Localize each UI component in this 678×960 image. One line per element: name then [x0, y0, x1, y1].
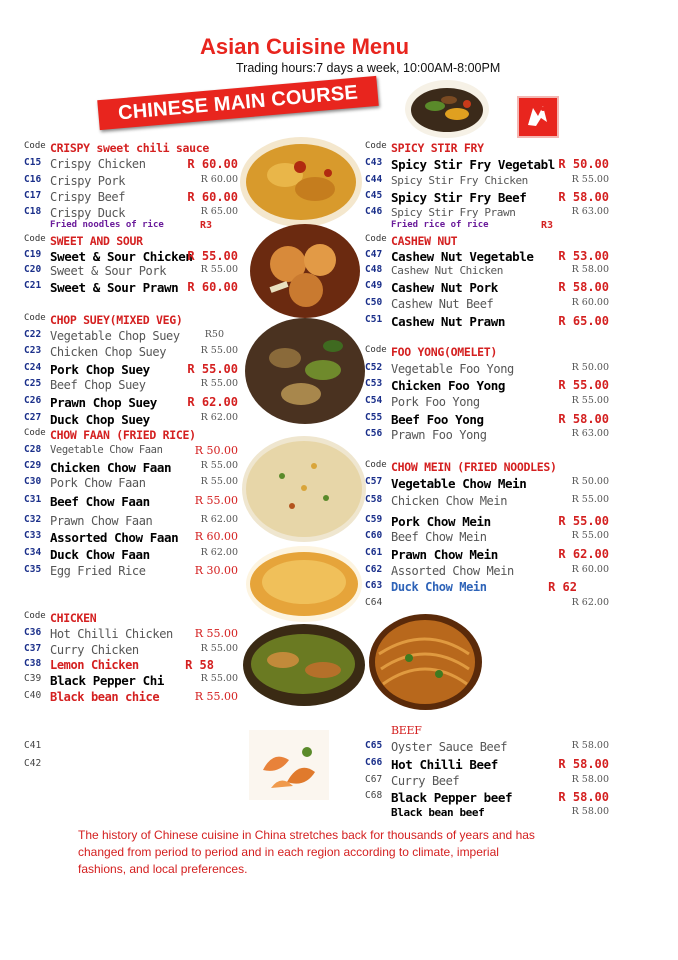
- menu-item: C55 Beef Foo Yong R 58.00: [365, 412, 609, 427]
- restaurant-logo-icon: [517, 96, 559, 138]
- menu-item: C16 Crispy Pork R 60.00: [24, 174, 238, 188]
- menu-item: C34 Duck Chow Faan R 62.00: [24, 547, 238, 562]
- menu-item: C54 Pork Foo Yong R 55.00: [365, 395, 609, 409]
- crispy-dish-photo: [240, 137, 362, 227]
- menu-item: C47 Cashew Nut Vegetable R 53.00: [365, 249, 609, 264]
- menu-item: C61 Prawn Chow Mein R 62.00: [365, 547, 609, 562]
- chop-suey-photo: [245, 318, 365, 424]
- menu-item: C53 Chicken Foo Yong R 55.00: [365, 378, 609, 393]
- chow-mein-photo: [369, 614, 482, 710]
- menu-item: C41: [24, 740, 42, 751]
- stir-fry-photo: [405, 80, 489, 138]
- menu-item: Black bean beef R 58.00: [391, 806, 609, 819]
- menu-item: C49 Cashew Nut Pork R 58.00: [365, 280, 609, 295]
- menu-item: C27 Duck Chop Suey R 62.00: [24, 412, 238, 427]
- menu-item: C30 Pork Chow Faan R 55.00: [24, 476, 238, 490]
- menu-item: C40 Black bean chice R 55.00: [24, 690, 238, 704]
- trading-hours: Trading hours:7 days a week, 10:00AM-8:00PM: [236, 61, 501, 75]
- menu-item: C35 Egg Fried Rice R 30.00: [24, 564, 238, 578]
- menu-item: C66 Hot Chilli Beef R 58.00: [365, 757, 609, 772]
- menu-item: C59 Pork Chow Mein R 55.00: [365, 514, 609, 529]
- prawn-photo: [249, 730, 329, 800]
- menu-item: C68 Black Pepper beef R 58.00: [365, 790, 609, 805]
- menu-item: C28 Vegetable Chow Faan R 50.00: [24, 444, 238, 457]
- menu-item: C19 Sweet & Sour Chicken R 55.00: [24, 249, 238, 264]
- menu-item: C45 Spicy Stir Fry Beef R 58.00: [365, 190, 609, 205]
- rice-noodle-note: Fried noodles of rice R3: [50, 220, 213, 231]
- menu-item: C62 Assorted Chow Mein R 60.00: [365, 564, 609, 578]
- menu-item: C39 Black Pepper Chi R 55.00: [24, 673, 238, 688]
- menu-item: C24 Pork Chop Suey R 55.00: [24, 362, 238, 377]
- section-banner: [97, 76, 379, 130]
- menu-item: C20 Sweet & Sour Pork R 55.00: [24, 264, 238, 278]
- menu-item: C22 Vegetable Chop Suey R50: [24, 329, 224, 343]
- menu-item: C50 Cashew Nut Beef R 60.00: [365, 297, 609, 311]
- history-paragraph: The history of Chinese cuisine in China stretches back for thousands of years and has changed from period to period and in each region according to climate, imperial fashions, and local preferences.: [78, 828, 535, 876]
- menu-item: C51 Cashew Nut Prawn R 65.00: [365, 314, 609, 329]
- menu-item: C64 R 62.00: [365, 597, 609, 608]
- menu-item: C29 Chicken Chow Faan R 55.00: [24, 460, 238, 475]
- fried-rice-note: Fried rice of rice R3: [391, 220, 554, 231]
- chicken-dish-photo: [243, 624, 365, 706]
- fried-rice-photo: [242, 436, 366, 542]
- banner-label: CHINESE MAIN COURSE: [117, 81, 359, 125]
- menu-item: C21 Sweet & Sour Prawn R 60.00: [24, 280, 238, 295]
- menu-item: C63 Duck Chow Mein R 62: [365, 580, 577, 594]
- menu-item: C37 Curry Chicken R 55.00: [24, 643, 238, 657]
- menu-item: C65 Oyster Sauce Beef R 58.00: [365, 740, 609, 754]
- menu-item: C33 Assorted Chow Faan R 60.00: [24, 530, 238, 545]
- menu-item: C58 Chicken Chow Mein R 55.00: [365, 494, 609, 508]
- menu-item: C18 Crispy Duck R 65.00: [24, 206, 238, 220]
- menu-item: C25 Beef Chop Suey R 55.00: [24, 378, 238, 392]
- sweet-sour-photo: [250, 224, 360, 318]
- menu-item: C57 Vegetable Chow Mein R 50.00: [365, 476, 609, 491]
- menu-item: C26 Prawn Chop Suey R 62.00: [24, 395, 238, 410]
- menu-item: C17 Crispy Beef R 60.00: [24, 190, 238, 204]
- menu-item: C23 Chicken Chop Suey R 55.00: [24, 345, 238, 359]
- menu-item: C46 Spicy Stir Fry Prawn R 63.00: [365, 206, 609, 219]
- menu-item: C42: [24, 758, 42, 769]
- menu-item: C32 Prawn Chow Faan R 62.00: [24, 514, 238, 528]
- menu-item: C43 Spicy Stir Fry Vegetabl R 50.00: [365, 157, 609, 172]
- menu-item: C48 Cashew Nut Chicken R 58.00: [365, 264, 609, 277]
- menu-item: C44 Spicy Stir Fry Chicken R 55.00: [365, 174, 609, 187]
- menu-item: C31 Beef Chow Faan R 55.00: [24, 494, 238, 509]
- menu-item: C60 Beef Chow Mein R 55.00: [365, 530, 609, 544]
- foo-yong-photo: [246, 546, 362, 622]
- menu-title: Asian Cuisine Menu: [200, 34, 410, 59]
- menu-item: C67 Curry Beef R 58.00: [365, 774, 609, 788]
- menu-item: C56 Prawn Foo Yong R 63.00: [365, 428, 609, 442]
- menu-item: C38 Lemon Chicken R 58: [24, 658, 214, 672]
- menu-item: C36 Hot Chilli Chicken R 55.00: [24, 627, 238, 641]
- menu-item: C15 Crispy Chicken R 60.00: [24, 157, 238, 171]
- menu-item: C52 Vegetable Foo Yong R 50.00: [365, 362, 609, 376]
